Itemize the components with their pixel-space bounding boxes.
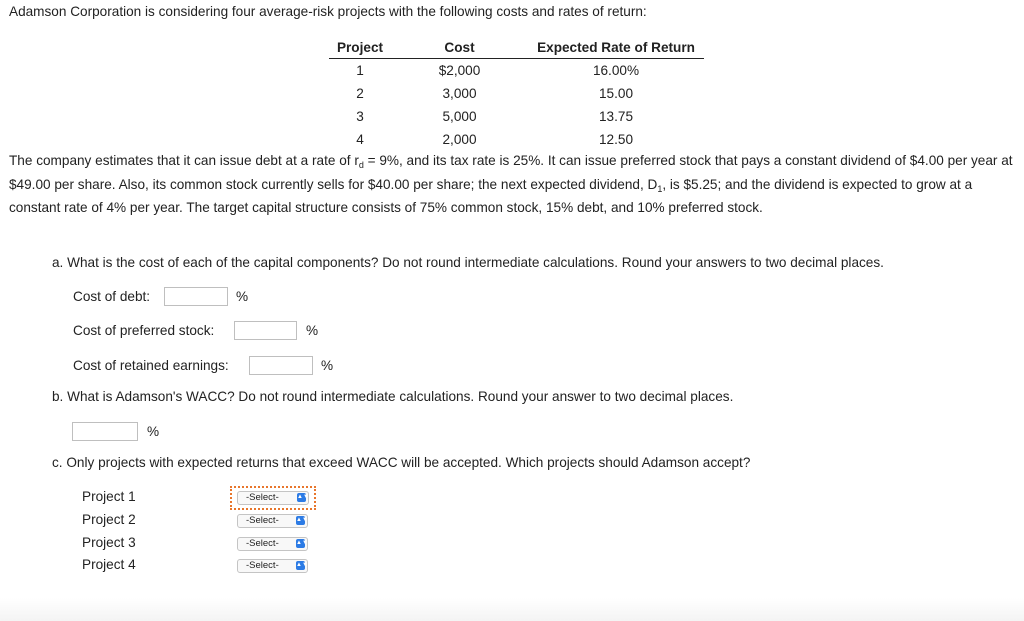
paragraph-part2: = 9%, and its tax rate is 25%. It can issue preferred stock that pays a constant dividend of $4.00 per year at $49.00 per share. Also, its common stock currently sells for $40.00 per share; the next expected dividend, D	[9, 153, 1013, 192]
up-down-chevron-icon: ▲▼	[296, 517, 308, 523]
subscript-1: 1	[657, 183, 663, 194]
table-row	[329, 105, 704, 128]
header-cost: Cost	[391, 36, 528, 59]
paragraph-part1: The company estimates that it can issue debt at a rate of r	[9, 153, 359, 168]
problem-paragraph	[9, 150, 1021, 220]
cell-cost: 3,000	[442, 86, 477, 101]
subscript-d: d	[358, 160, 364, 170]
select-value: -Select-	[246, 538, 279, 549]
header-project: Project	[329, 36, 391, 59]
cell-cost: 5,000	[442, 109, 477, 124]
up-down-chevron-icon: ▲▼	[296, 562, 308, 568]
intro-text: Adamson Corporation is considering four average-risk projects with the following costs and rates of return:	[9, 4, 647, 19]
project-4-label: Project 4	[82, 557, 136, 572]
up-down-chevron-icon: ▲▼	[296, 540, 308, 546]
cost-of-debt-input[interactable]	[164, 287, 228, 306]
percent-sign: %	[236, 289, 249, 304]
select-value: -Select-	[246, 560, 279, 571]
table-row	[329, 59, 704, 83]
wacc-input[interactable]	[72, 422, 138, 441]
table-row	[329, 82, 704, 105]
project-3-label: Project 3	[82, 535, 136, 550]
question-c-text: c. Only projects with expected returns that exceed WACC will be accepted. Which projects should Adamson accept?	[52, 455, 751, 470]
cost-of-retained-label: Cost of retained earnings:	[73, 358, 229, 373]
cell-project: 3	[356, 109, 364, 124]
percent-sign: %	[306, 323, 319, 338]
project-1-label: Project 1	[82, 489, 136, 504]
cell-project: 1	[356, 63, 364, 78]
up-down-chevron-icon: ▲▼	[297, 494, 309, 500]
cell-project: 4	[356, 132, 364, 147]
paragraph-part3: , is $5.25; and the dividend is expected to grow at a constant rate of 4% per year. The target capital structure consists of 75% common stock, 15% debt, and 10% preferred stock.	[9, 176, 973, 215]
question-b-text: b. What is Adamson's WACC? Do not round intermediate calculations. Round your answer to two decimal places.	[52, 389, 734, 404]
select-value: -Select-	[246, 492, 279, 503]
percent-sign: %	[147, 424, 160, 439]
project-2-label: Project 2	[82, 512, 136, 527]
table-header-row	[329, 36, 704, 59]
header-return: Expected Rate of Return	[528, 36, 704, 59]
cell-project: 2	[356, 86, 364, 101]
table-row	[329, 128, 704, 151]
cell-return: 12.50	[598, 132, 634, 147]
cost-of-preferred-label: Cost of preferred stock:	[73, 323, 215, 338]
bottom-shadow	[0, 598, 1024, 621]
project-2-select[interactable]	[237, 514, 308, 528]
projects-table	[329, 36, 704, 151]
cell-cost: $2,000	[438, 63, 481, 78]
percent-sign: %	[321, 358, 334, 373]
select-value: -Select-	[246, 515, 279, 526]
project-4-select[interactable]	[237, 559, 308, 573]
cell-return: 15.00	[598, 86, 634, 101]
cell-cost: 2,000	[442, 132, 477, 147]
question-a-text: a. What is the cost of each of the capital components? Do not round intermediate calculations. Round your answers to two decimal places.	[52, 255, 884, 270]
cost-of-preferred-input[interactable]	[234, 321, 297, 340]
project-3-select[interactable]	[237, 537, 308, 551]
cell-return: 16.00%	[592, 63, 640, 78]
cell-return: 13.75	[598, 109, 634, 124]
cost-of-retained-input[interactable]	[249, 356, 313, 375]
cost-of-debt-label: Cost of debt:	[73, 289, 151, 304]
project-1-select[interactable]	[237, 491, 309, 505]
